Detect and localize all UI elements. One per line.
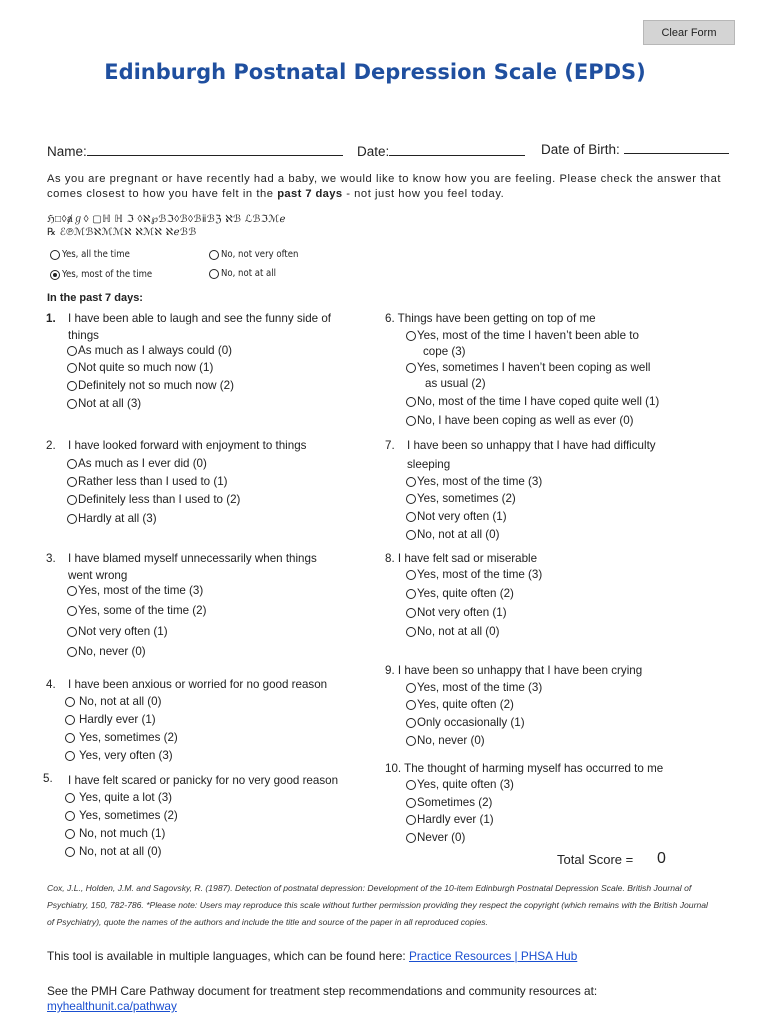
q6-option-1-cont: cope (3) (423, 345, 466, 358)
radio-icon[interactable] (65, 715, 75, 725)
radio-icon[interactable] (65, 829, 75, 839)
q3-option-4[interactable] (67, 644, 146, 660)
name-label: Name: (47, 144, 87, 159)
option-label: No, never (0) (78, 645, 146, 658)
option-label: No, not at all (0) (79, 695, 162, 708)
radio-icon[interactable] (209, 250, 219, 260)
question-9: 9. I have been so unhappy that I have been crying (385, 664, 643, 677)
radio-icon[interactable] (406, 736, 416, 746)
option-label: Yes, most of the time (3) (78, 584, 204, 597)
option-label: No, not at all (0) (79, 845, 162, 858)
radio-icon[interactable] (406, 416, 416, 426)
example-option-2[interactable] (50, 269, 152, 280)
question-number: 1. (46, 312, 56, 325)
radio-icon[interactable] (406, 627, 416, 637)
question-text: I have felt scared or panicky for no very good reason (68, 774, 339, 787)
practice-resources-link[interactable]: Practice Resources | PHSA Hub (409, 949, 578, 963)
option-label: Not very often (1) (78, 625, 168, 638)
q10-option-4[interactable] (406, 830, 465, 846)
option-label: Not at all (3) (78, 397, 142, 410)
pathway-text: See the PMH Care Pathway document for treatment step recommendations and community resources at: (47, 984, 598, 998)
radio-icon[interactable] (67, 459, 77, 469)
option-label: No, not much (1) (79, 827, 166, 840)
q3-option-1[interactable] (67, 583, 203, 599)
q6-option-4[interactable] (406, 413, 634, 429)
q9-option-4[interactable] (406, 733, 485, 749)
radio-icon[interactable] (406, 798, 416, 808)
q2-option-4[interactable] (67, 511, 157, 527)
q7-option-1[interactable] (406, 474, 542, 490)
radio-icon[interactable] (67, 627, 77, 637)
example-option-label: No, not at all (221, 268, 277, 279)
option-label: Only occasionally (1) (417, 716, 525, 729)
languages-note (47, 949, 577, 963)
option-label: No, not at all (0) (417, 625, 500, 638)
radio-icon[interactable] (67, 514, 77, 524)
question-3 (46, 550, 317, 584)
q8-option-3[interactable] (406, 605, 507, 621)
question-4 (46, 676, 328, 693)
option-label: Not quite so much now (1) (78, 361, 214, 374)
q1-option-2[interactable] (67, 360, 213, 376)
radio-icon[interactable] (406, 700, 416, 710)
example-subheading-garbled: ℞ ℰ℗ℳℬℵℳℳℵ ℵℳℵ ℵℯℬℬ (47, 227, 197, 238)
q7-option-2[interactable] (406, 491, 516, 507)
radio-icon[interactable] (406, 494, 416, 504)
radio-icon[interactable] (50, 250, 60, 260)
page-title: Edinburgh Postnatal Depression Scale (EPDS) (104, 60, 646, 84)
question-1 (46, 310, 331, 344)
q8-option-1[interactable] (406, 567, 542, 583)
option-label: No, I have been coping as well as ever (0) (417, 414, 634, 427)
question-text: I have been able to laugh and see the funny side of (68, 312, 331, 325)
q4-option-2[interactable] (65, 712, 156, 728)
radio-icon[interactable] (67, 477, 77, 487)
option-label: Not very often (1) (417, 510, 507, 523)
q5-option-4[interactable] (65, 844, 161, 860)
radio-icon[interactable] (67, 495, 77, 505)
q5-option-3[interactable] (65, 826, 165, 842)
example-option-3[interactable] (209, 249, 298, 260)
q5-option-1[interactable] (65, 790, 172, 806)
radio-icon[interactable] (406, 608, 416, 618)
past-7-days-label: In the past 7 days: (47, 292, 143, 304)
question-text-cont: sleeping (407, 458, 451, 471)
q1-option-3[interactable] (67, 378, 234, 394)
radio-icon[interactable] (67, 381, 77, 391)
option-label: Hardly at all (3) (78, 512, 157, 525)
option-label: Definitely not so much now (2) (78, 379, 234, 392)
dob-label: Date of Birth: (541, 142, 620, 157)
radio-icon[interactable] (406, 363, 416, 373)
option-label: Yes, most of the time (3) (417, 568, 543, 581)
question-text: I have blamed myself unnecessarily when things (68, 552, 317, 565)
dob-field[interactable] (541, 141, 729, 157)
option-label: Rather less than I used to (1) (78, 475, 228, 488)
q7-option-4[interactable] (406, 527, 499, 543)
radio-icon[interactable] (406, 589, 416, 599)
instructions-text: As you are pregnant or have recently had a baby, we would like to know how you are feeling. Please check the answer that comes closest to how you have felt in the (47, 173, 722, 200)
languages-text: This tool is available in multiple languages, which can be found here: (47, 949, 406, 963)
option-label: Never (0) (417, 831, 466, 844)
example-option-4[interactable] (209, 268, 276, 279)
example-option-label: Yes, all the time (62, 249, 130, 260)
q6-option-1[interactable] (406, 328, 639, 344)
question-7 (385, 437, 656, 473)
question-5-number: 5. (43, 772, 53, 785)
radio-icon[interactable] (406, 780, 416, 790)
option-label: Yes, sometimes I haven’t been coping as well (417, 361, 651, 374)
question-text: I have looked forward with enjoyment to things (68, 439, 307, 452)
radio-icon[interactable] (67, 647, 77, 657)
option-label: Yes, some of the time (2) (78, 604, 207, 617)
question-text-cont: went wrong (68, 569, 128, 582)
option-label: As much as I always could (0) (78, 344, 232, 357)
q10-option-1[interactable] (406, 777, 514, 793)
radio-icon[interactable] (67, 606, 77, 616)
q6-option-2-cont: as usual (2) (425, 377, 486, 390)
radio-icon[interactable] (406, 397, 416, 407)
radio-selected-icon[interactable] (50, 270, 60, 280)
date-label: Date: (357, 144, 390, 159)
q8-option-2[interactable] (406, 586, 514, 602)
option-label: Not very often (1) (417, 606, 507, 619)
option-label: Yes, very often (3) (79, 749, 173, 762)
question-10: 10. The thought of harming myself has occurred to me (385, 762, 664, 775)
q9-option-1[interactable] (406, 680, 542, 696)
q4-option-4[interactable] (65, 748, 173, 764)
option-label: Yes, most of the time (3) (417, 475, 543, 488)
total-score-label: Total Score = (557, 852, 634, 867)
name-input-line[interactable] (87, 143, 343, 156)
q6-option-3[interactable] (406, 394, 659, 410)
clear-form-button[interactable]: Clear Form (643, 20, 735, 45)
option-label: No, most of the time I have coped quite well (1) (417, 395, 660, 408)
question-number: 4. (46, 678, 56, 691)
q4-option-1[interactable] (65, 694, 161, 710)
question-2 (46, 437, 307, 454)
radio-icon[interactable] (406, 718, 416, 728)
q1-option-1[interactable] (67, 343, 232, 359)
question-number: 3. (46, 552, 56, 565)
radio-icon[interactable] (406, 477, 416, 487)
radio-icon[interactable] (406, 815, 416, 825)
question-8: 8. I have felt sad or miserable (385, 552, 538, 565)
example-heading-garbled: ℌ□◊ⱥℊ◊ ▢ℍ ℍ ℑ ◊ℵ℘ℬℑ◊ℬ◊ℬⅱℬℨ ℵℬ ℒℬℑℳℯ (47, 214, 286, 225)
option-label: Yes, sometimes (2) (79, 809, 178, 822)
option-label: Definitely less than I used to (2) (78, 493, 241, 506)
question-number: 2. (46, 439, 56, 452)
radio-icon[interactable] (209, 269, 219, 279)
q10-option-3[interactable] (406, 812, 494, 828)
q3-option-3[interactable] (67, 624, 168, 640)
option-label: Hardly ever (1) (417, 813, 494, 826)
pathway-note (47, 984, 597, 1014)
option-label: Yes, quite often (3) (417, 778, 514, 791)
option-label: Sometimes (2) (417, 796, 493, 809)
q3-option-2[interactable] (67, 603, 206, 619)
radio-icon[interactable] (65, 697, 75, 707)
radio-icon[interactable] (406, 331, 416, 341)
radio-icon[interactable] (406, 512, 416, 522)
q2-option-3[interactable] (67, 492, 240, 508)
option-label: Yes, most of the time I haven’t been able to (417, 329, 639, 342)
q5-option-2[interactable] (65, 808, 178, 824)
option-label: Yes, quite often (2) (417, 698, 514, 711)
radio-icon[interactable] (65, 751, 75, 761)
example-option-label: Yes, most of the time (62, 269, 153, 280)
q6-option-2[interactable] (406, 360, 651, 376)
radio-icon[interactable] (406, 570, 416, 580)
radio-icon[interactable] (67, 346, 77, 356)
total-score-value: 0 (657, 850, 666, 867)
radio-icon[interactable] (67, 363, 77, 373)
q2-option-2[interactable] (67, 474, 228, 490)
radio-icon[interactable] (406, 683, 416, 693)
q2-option-1[interactable] (67, 456, 207, 472)
radio-icon[interactable] (67, 586, 77, 596)
question-5 (68, 772, 338, 789)
question-text: I have been anxious or worried for no good reason (68, 678, 328, 691)
radio-icon[interactable] (406, 833, 416, 843)
radio-icon[interactable] (65, 811, 75, 821)
instructions-bold: past 7 days (277, 188, 343, 200)
date-field[interactable] (357, 143, 525, 159)
radio-icon[interactable] (65, 733, 75, 743)
instructions (47, 172, 737, 202)
radio-icon[interactable] (406, 530, 416, 540)
question-text: I have been so unhappy that I have had difficulty (407, 439, 656, 452)
question-number: 7. (385, 439, 395, 452)
q1-option-4[interactable] (67, 396, 141, 412)
question-6: 6. Things have been getting on top of me (385, 312, 596, 325)
q4-option-3[interactable] (65, 730, 178, 746)
q9-option-3[interactable] (406, 715, 525, 731)
option-label: Yes, sometimes (2) (417, 492, 516, 505)
option-label: Yes, sometimes (2) (79, 731, 178, 744)
question-text-cont: things (68, 329, 99, 342)
name-field[interactable] (47, 143, 343, 159)
option-label: No, never (0) (417, 734, 485, 747)
option-label: No, not at all (0) (417, 528, 500, 541)
q10-option-2[interactable] (406, 795, 492, 811)
pathway-link[interactable]: myhealthunit.ca/pathway (47, 999, 177, 1013)
option-label: Yes, quite often (2) (417, 587, 514, 600)
option-label: Yes, most of the time (3) (417, 681, 543, 694)
example-option-label: No, not very often (221, 249, 299, 260)
dob-input-line[interactable] (624, 141, 729, 154)
radio-icon[interactable] (65, 793, 75, 803)
date-input-line[interactable] (389, 143, 525, 156)
example-option-1[interactable] (50, 249, 130, 260)
option-label: Yes, quite a lot (3) (79, 791, 173, 804)
radio-icon[interactable] (67, 399, 77, 409)
radio-icon[interactable] (65, 847, 75, 857)
instructions-text-end: - not just how you feel today. (346, 188, 505, 200)
option-label: As much as I ever did (0) (78, 457, 207, 470)
q7-option-3[interactable] (406, 509, 507, 525)
citation: Cox, J.L., Holden, J.M. and Sagovsky, R. (1987). Detection of postnatal depression: Development of the 10-item Edinburgh Postnatal Depression Scale. British Journal of Psychiatry, 150, 782-786. *Please note: Users may reproduce this scale without further permission providing they respect the copyright (which remains with the British Journal of Psychiatry), quote the names of the authors and include the title and source of the paper in all reproduced copies. (47, 883, 708, 927)
option-label: Hardly ever (1) (79, 713, 156, 726)
q8-option-4[interactable] (406, 624, 499, 640)
q9-option-2[interactable] (406, 697, 514, 713)
